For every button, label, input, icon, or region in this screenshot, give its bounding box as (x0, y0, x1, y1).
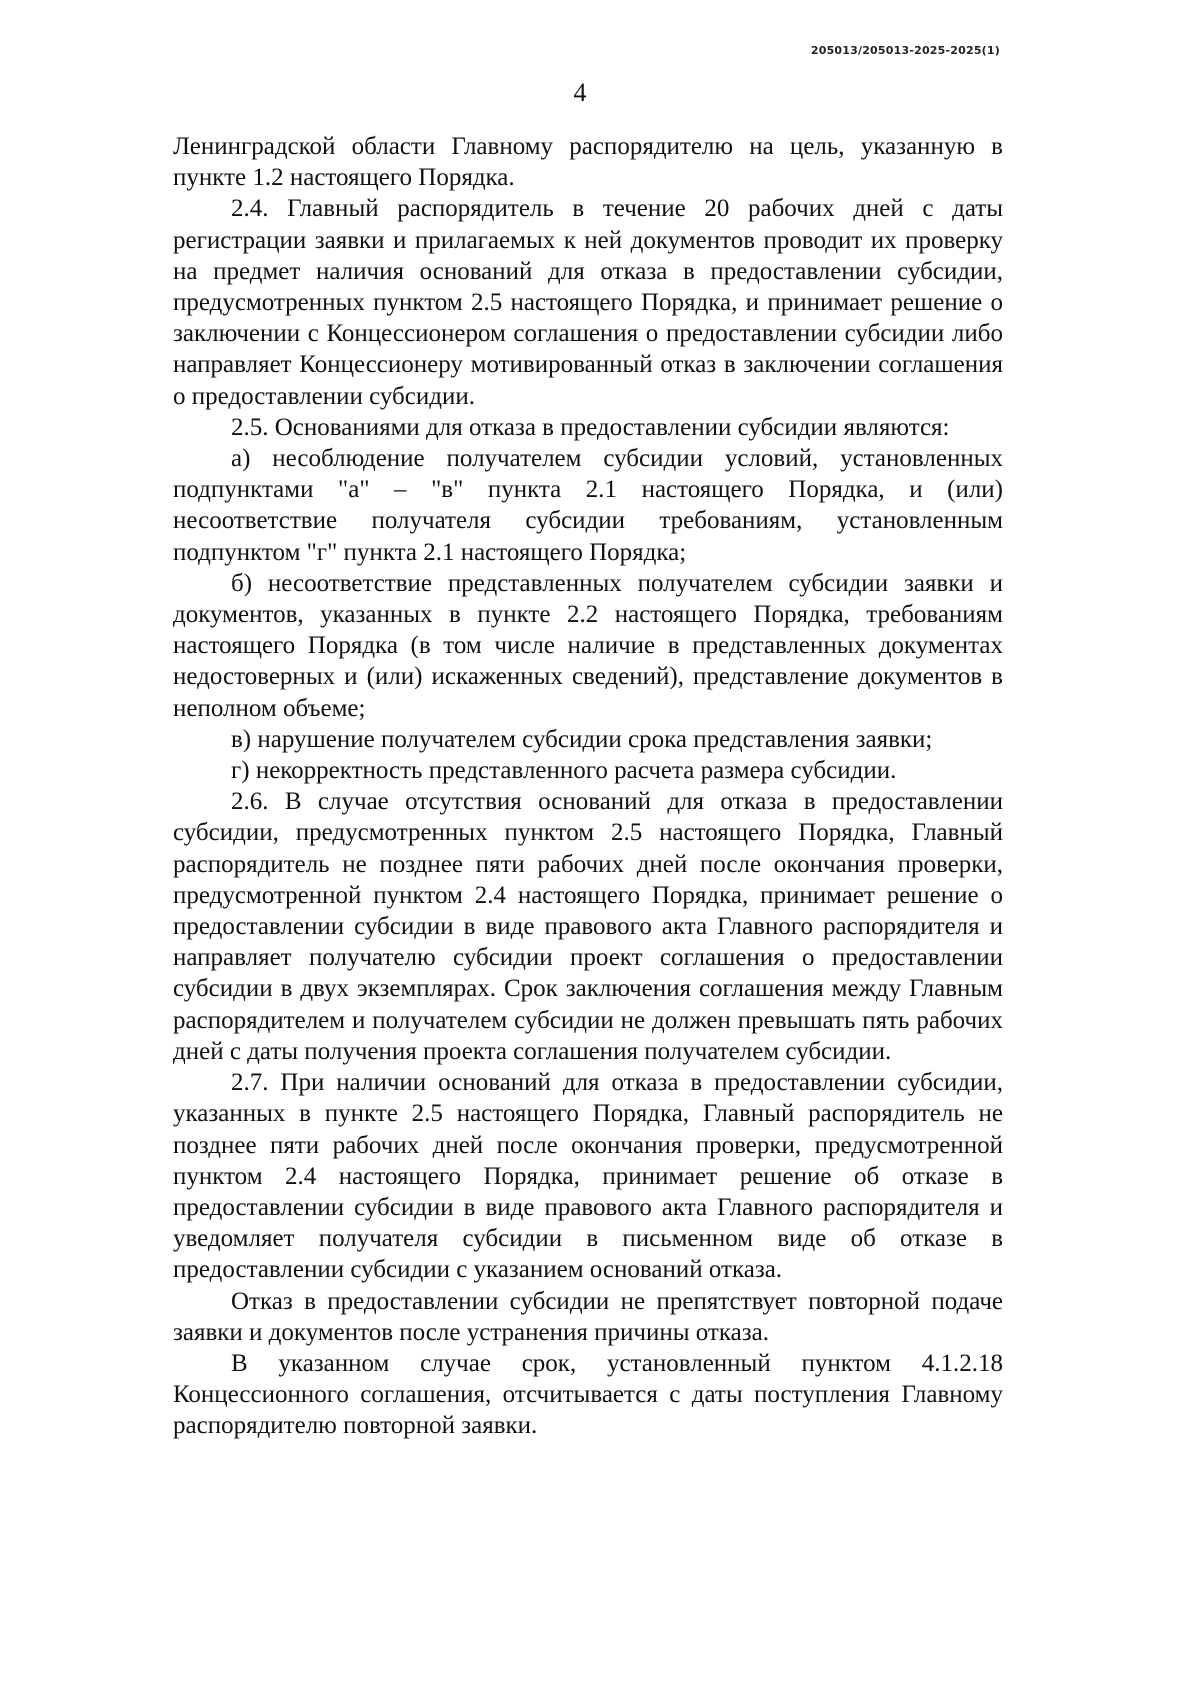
paragraph-continuation: Ленинградской области Главному распорядителю на цель, указанную в пункте 1.2 настоящего Порядка. (173, 133, 1003, 192)
page-number: 4 (573, 78, 587, 107)
paragraph-2-4: 2.4. Главный распорядитель в течение 20 рабочих дней с даты регистрации заявки и прилагаемых к ней документов проводит их проверку на предмет наличия оснований для отказа в предоставлении субсидии, предусмотренных пунктом 2.5 настоящего Порядка, и принимает решение о заключении с Концессионером соглашения о предоставлении субсидии либо направляет Концессионеру мотивированный отказ в заключении соглашения о предоставлении субсидии. (173, 195, 1003, 410)
paragraph-refusal-note: Отказ в предоставлении субсидии не препятствует повторной подаче заявки и документов после устранения причины отказа. (173, 1287, 1003, 1346)
paragraph-2-5-g: г) некорректность представленного расчета размера субсидии. (231, 757, 897, 785)
paragraph-2-5-a: а) несоблюдение получателем субсидии условий, установленных подпунктами "а" – "в" пункта 2.1 настоящего Порядка, и (или) несоответствие получателя субсидии требованиям, установленным подпунктом "г" пункта 2.1 настоящего Порядка; (173, 445, 1003, 566)
paragraph-2-5-b: б) несоответствие представленных получателем субсидии заявки и документов, указанных в пункте 2.2 настоящего Порядка, требованиям настоящего Порядка (в том числе наличие в представленных документах недостоверных и (или) искаженных сведений), представление документов в неполном объеме; (173, 569, 1003, 722)
document-body (173, 131, 1003, 1442)
paragraph-2-6: 2.6. В случае отсутствия оснований для отказа в предоставлении субсидии, предусмотренных пунктом 2.5 настоящего Порядка, Главный распорядитель не позднее пяти рабочих дней после окончания проверки, предусмотренной пунктом 2.4 настоящего Порядка, принимает решение о предоставлении субсидии в виде правового акта Главного распорядителя и направляет получателю субсидии проект соглашения о предоставлении субсидии в двух экземплярах. Срок заключения соглашения между Главным распорядителем и получателем субсидии не должен превышать пять рабочих дней с даты получения проекта соглашения получателем субсидии. (173, 788, 1003, 1065)
paragraph-2-5-v: в) нарушение получателем субсидии срока представления заявки; (231, 725, 933, 753)
document-registration-number: 205013/205013-2025-2025(1) (810, 44, 1000, 57)
paragraph-2-7: 2.7. При наличии оснований для отказа в предоставлении субсидии, указанных в пункте 2.5 настоящего Порядка, Главный распорядитель не позднее пяти рабочих дней после окончания проверки, предусмотренной пунктом 2.4 настоящего Порядка, принимает решение об отказе в предоставлении субсидии в виде правового акта Главного распорядителя и уведомляет получателя субсидии в письменном виде об отказе в предоставлении субсидии с указанием оснований отказа. (173, 1069, 1003, 1284)
paragraph-2-5: 2.5. Основаниями для отказа в предоставлении субсидии являются: (231, 413, 950, 441)
paragraph-deadline-note: В указанном случае срок, установленный пунктом 4.1.2.18 Концессионного соглашения, отсчитывается с даты поступления Главному распорядителю повторной заявки. (173, 1349, 1003, 1440)
